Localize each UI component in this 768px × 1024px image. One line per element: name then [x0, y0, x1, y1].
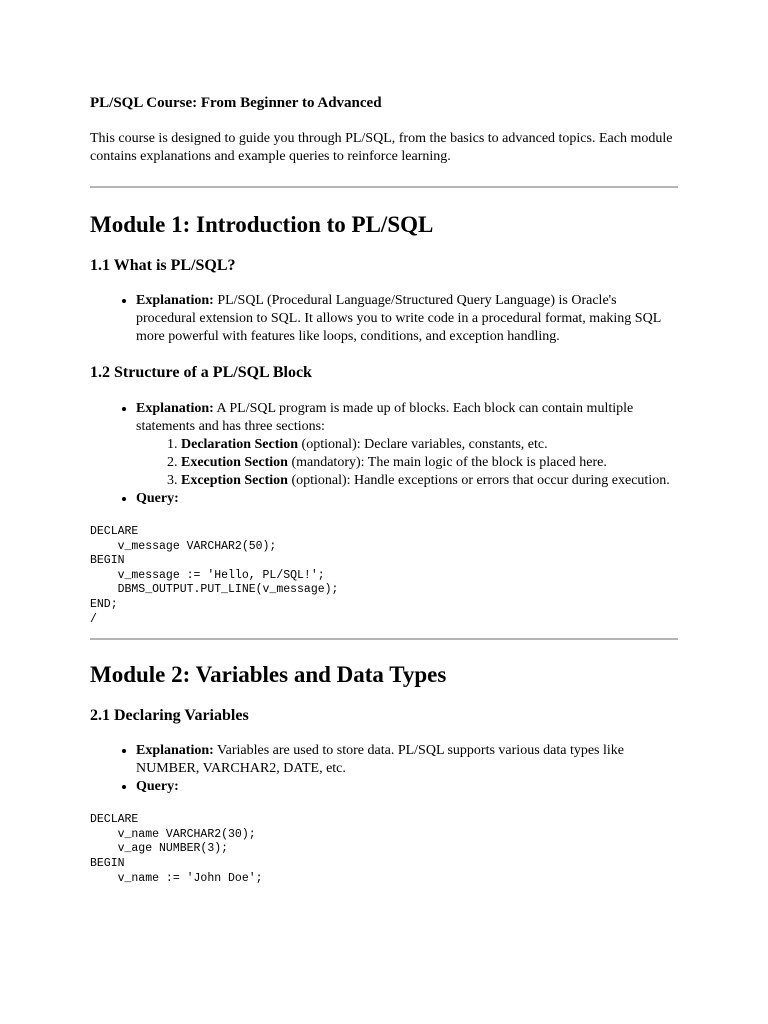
query-label: Query: [136, 491, 179, 506]
module-2-title: Module 2: Variables and Data Types [90, 662, 447, 688]
list-item [136, 292, 678, 346]
divider [90, 186, 678, 188]
explanation-label: Explanation: [136, 401, 214, 416]
explanation-text: Variables are used to store data. PL/SQL supports various data types like NUMBER, VARCHAR2, DATE, etc. [136, 743, 625, 777]
section-1-1-title: 1.1 What is PL/SQL? [90, 257, 236, 274]
list-item [136, 490, 678, 508]
document-page [90, 93, 678, 886]
list-item [181, 454, 678, 472]
explanation-label: Explanation: [136, 293, 214, 308]
course-intro: This course is designed to guide you through PL/SQL, from the basics to advanced topics. Each module contains explanations and example queries to reinforce learning. [90, 131, 673, 164]
module-1-title: Module 1: Introduction to PL/SQL [90, 212, 434, 237]
divider [90, 638, 678, 640]
section-name: Exception Section [181, 473, 288, 488]
explanation-label: Explanation: [136, 743, 214, 759]
section-1-1-list [90, 292, 678, 346]
explanation-text: PL/SQL (Procedural Language/Structured Query Language) is Oracle's procedural extension to SQL. It allows you to write code in a procedural format, making SQL more powerful with features like loops, conditions, and exception handling. [136, 293, 661, 344]
course-title: PL/SQL Course: From Beginner to Advanced [90, 95, 382, 111]
explanation-text: A PL/SQL program is made up of blocks. Each block can contain multiple statements and has three sections: [136, 401, 634, 434]
section-name: Declaration Section [181, 437, 299, 452]
section-1-2-list [90, 400, 678, 508]
section-name: Execution Section [181, 455, 288, 470]
list-item [136, 778, 678, 796]
section-2-1-title: 2.1 Declaring Variables [90, 707, 249, 725]
list-item [181, 436, 678, 454]
query-label: Query: [136, 779, 179, 795]
section-1-2-title: 1.2 Structure of a PL/SQL Block [90, 364, 312, 381]
list-item [181, 472, 678, 490]
block-sections-list [136, 436, 678, 490]
list-item [136, 742, 678, 778]
section-desc: (optional): Declare variables, constants, etc. [298, 437, 548, 452]
section-desc: (mandatory): The main logic of the block is placed here. [287, 455, 607, 470]
code-block: DECLARE v_message VARCHAR2(50); BEGIN v_message := 'Hello, PL/SQL!'; DBMS_OUTPUT.PUT_LINE(v_message); END; / [90, 525, 339, 626]
section-desc: (optional): Handle exceptions or errors that occur during execution. [287, 473, 670, 488]
list-item [136, 400, 678, 490]
section-2-1-list [90, 742, 678, 796]
code-block: DECLARE v_name VARCHAR2(30); v_age NUMBER(3); BEGIN v_name := 'John Doe'; [90, 813, 263, 885]
